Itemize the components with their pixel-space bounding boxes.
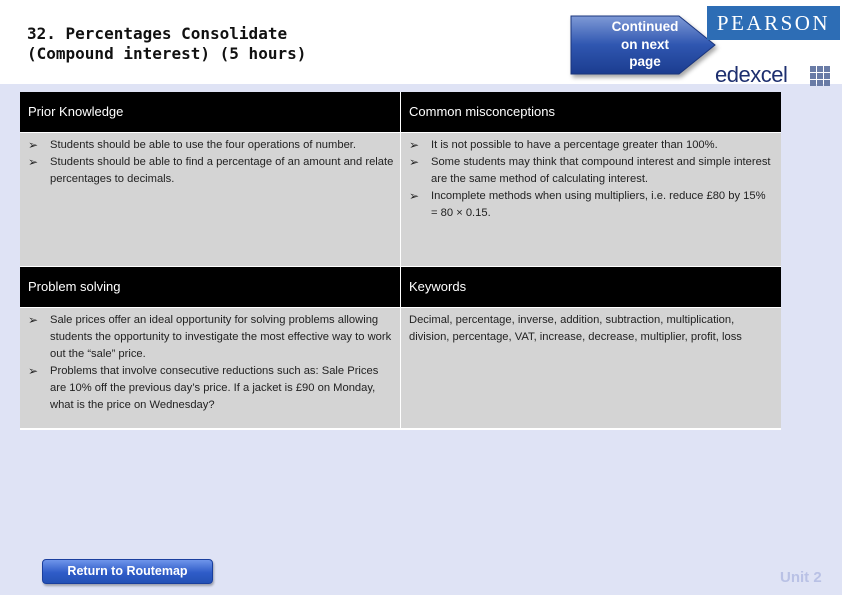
misconceptions-list (409, 137, 775, 222)
list-item: ➢ Some students may think that compound interest and simple interest are the same method of calculating interest. (409, 154, 775, 188)
page-header (0, 0, 842, 87)
misconceptions-cell (401, 133, 781, 266)
problem-solving-heading: Problem solving (20, 267, 400, 307)
pearson-logo: PEARSON (707, 6, 840, 40)
content-table (20, 92, 781, 430)
misconceptions-heading: Common misconceptions (401, 92, 781, 132)
prior-knowledge-list (28, 137, 394, 188)
keywords-text: Decimal, percentage, inverse, addition, subtraction, multiplication, division, percentage, VAT, increase, decrease, multiplier, profit, loss (409, 314, 742, 343)
continued-next-page-button[interactable] (567, 14, 719, 76)
list-item: ➢ Sale prices offer an ideal opportunity for solving problems allowing students the opportunity to investigate the most effective way to work out the “sale” price. (28, 312, 394, 363)
list-item: ➢ Problems that involve consecutive reductions such as: Sale Prices are 10% off the previous day’s price. If a jacket is £90 on Monday, what is the price on Wednesday? (28, 363, 394, 414)
keywords-cell (401, 308, 781, 428)
page-title: 32. Percentages Consolidate (Compound interest) (5 hours) (27, 24, 307, 63)
list-item: ➢ Students should be able to use the four operations of number. (28, 137, 394, 154)
edexcel-grid-icon (810, 66, 830, 86)
prior-knowledge-heading: Prior Knowledge (20, 92, 400, 132)
continued-label: Continued on next page (611, 19, 679, 69)
problem-solving-list (28, 312, 394, 414)
edexcel-logo (707, 62, 840, 88)
unit-label: Unit 2 (780, 569, 822, 586)
list-item: ➢ Incomplete methods when using multipliers, i.e. reduce £80 by 15% = 80 × 0.15. (409, 188, 775, 222)
keywords-heading: Keywords (401, 267, 781, 307)
list-item: ➢ It is not possible to have a percentage greater than 100%. (409, 137, 775, 154)
prior-knowledge-cell (20, 133, 400, 266)
problem-solving-cell (20, 308, 400, 428)
edexcel-logo-text: edexcel (715, 62, 788, 87)
return-to-routemap-button[interactable]: Return to Routemap (42, 559, 213, 584)
list-item: ➢ Students should be able to find a percentage of an amount and relate percentages to decimals. (28, 154, 394, 188)
